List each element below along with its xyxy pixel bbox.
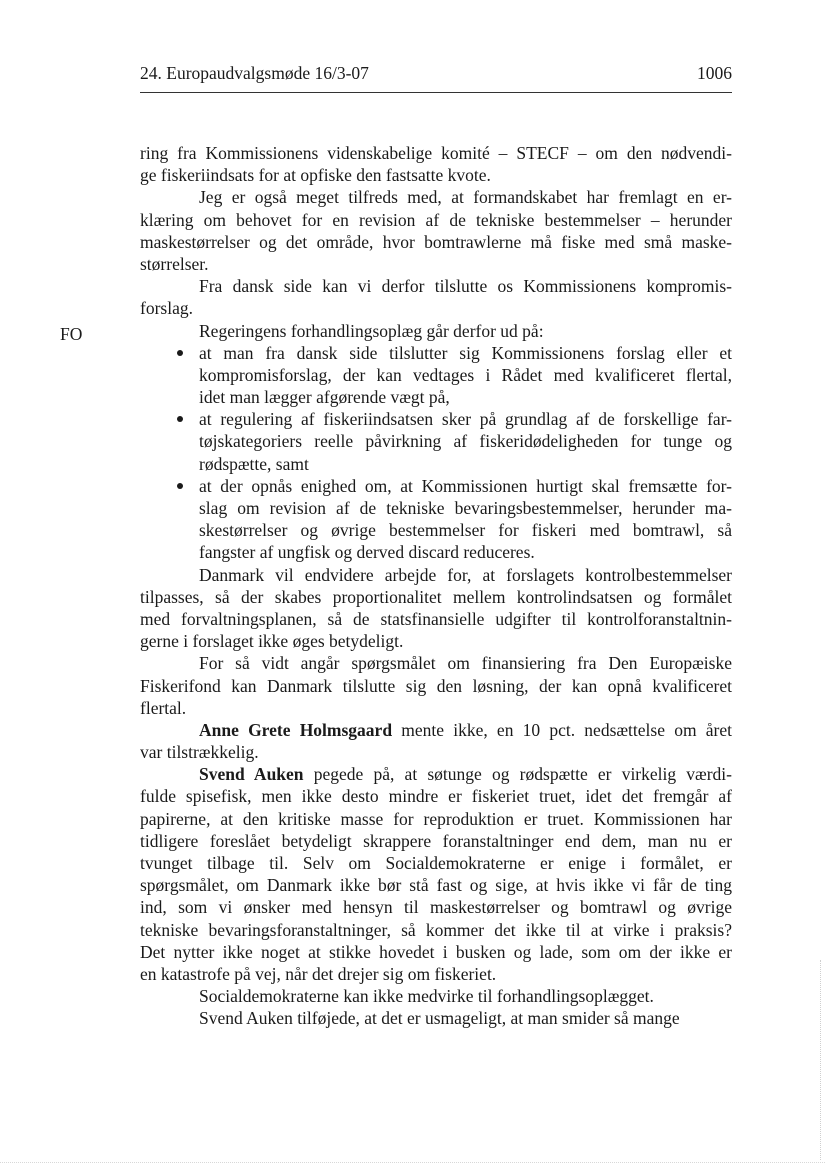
text-line — [140, 652, 732, 674]
line-text: tekniske bevaringsforanstaltninger, så kommer det ikke til at virke i praksis? — [140, 919, 732, 940]
line-text: tidligere foreslået betydeligt skrappere foranstaltninger end dem, man nu er — [140, 830, 732, 851]
line-text: var tilstrækkelig. — [140, 742, 259, 763]
header-rule — [140, 92, 732, 93]
line-text: ring fra Kommissionens videnskabelige komité – STECF – om den nødvendi- — [140, 143, 732, 163]
line-text: klæring om behovet for en revision af de tekniske bestemmelser – herunder — [140, 209, 732, 230]
text-line — [140, 186, 732, 208]
line-text: kompromisforslag, der kan vedtages i Rådet med kvalificeret flertal, — [199, 364, 732, 385]
text-line — [140, 320, 732, 342]
line-text: størrelser. — [140, 253, 209, 274]
text-line — [140, 630, 732, 652]
line-text: Det nytter ikke noget at stikke hovedet i busken og lade, som om der ikke er — [140, 941, 732, 962]
body-text — [140, 142, 732, 1030]
text-line — [140, 874, 732, 896]
line-text: mente ikke, en 10 pct. nedsættelse om året — [392, 719, 732, 740]
line-text: Socialdemokraterne kan ikke medvirke til forhandlingsoplægget. — [199, 986, 654, 1007]
line-text: rødspætte, samt — [199, 453, 309, 474]
line-text: at der opnås enighed om, at Kommissionen hurtigt skal fremsætte for- — [199, 475, 732, 496]
line-text: pegede på, at søtunge og rødspætte er virkelig værdi- — [303, 764, 733, 785]
page-header — [140, 61, 732, 85]
text-line — [140, 808, 732, 830]
line-text: Jeg er også meget tilfreds med, at formandskabet har fremlagt en er- — [199, 187, 732, 208]
line-text: tilpasses, så der skabes proportionalitet mellem kontrolindsatsen og formålet — [140, 586, 732, 607]
text-line — [140, 142, 732, 164]
text-line — [140, 297, 732, 319]
margin-note: FO — [60, 324, 83, 344]
line-text: Svend Auken tilføjede, at det er usmageligt, at man smider så mange — [199, 1008, 680, 1029]
line-text: Regeringens forhandlingsoplæg går derfor ud på: — [199, 320, 544, 341]
line-text: slag om revision af de tekniske bevaringsbestemmelser, herunder ma- — [199, 498, 732, 518]
text-line — [140, 164, 732, 186]
text-line — [140, 275, 732, 297]
text-line — [140, 586, 732, 608]
speaker-name: Anne Grete Holmsgaard — [199, 719, 393, 740]
line-text: skestørrelser og øvrige bestemmelser for fiskeri med bomtrawl, så — [199, 520, 732, 541]
scan-edge-marks — [820, 960, 822, 1160]
line-text: en katastrofe på vej, når det drejer sig om fiskeriet. — [140, 963, 497, 984]
line-text: ge fiskeriindsats for at opfiske den fastsatte kvote. — [140, 165, 491, 186]
text-line — [140, 675, 732, 697]
line-text: tvunget tilbage til. Selv om Socialdemokraterne er enige i formålet, er — [140, 853, 732, 873]
text-line — [140, 541, 732, 563]
text-line — [140, 896, 732, 918]
text-line — [140, 519, 732, 541]
line-text: maskestørrelser og det område, hvor bomtrawlerne må fiske med små maske- — [140, 231, 732, 252]
text-line — [140, 741, 732, 763]
text-line — [140, 209, 732, 231]
line-text: at man fra dansk side tilslutter sig Kommissionens forslag eller et — [199, 342, 732, 363]
bullet-line — [140, 475, 732, 497]
text-line — [140, 785, 732, 807]
text-line — [140, 364, 732, 386]
line-text: Danmark vil endvidere arbejde for, at forslagets kontrolbestemmelser — [199, 564, 732, 585]
line-text: at regulering af fiskeriindsatsen sker på grundlag af de forskellige far- — [199, 409, 732, 430]
text-line — [140, 453, 732, 475]
line-text: forslag. — [140, 298, 193, 319]
header-title: 24. Europaudvalgsmøde 16/3-07 — [140, 63, 369, 83]
text-line — [140, 386, 732, 408]
text-line — [140, 564, 732, 586]
text-line — [140, 852, 732, 874]
text-line — [140, 963, 732, 985]
text-line — [140, 231, 732, 253]
text-line — [140, 1007, 732, 1029]
text-line — [140, 253, 732, 275]
text-line — [140, 763, 732, 785]
line-text: idet man lægger afgørende vægt på, — [199, 387, 450, 408]
line-text: fulde spisefisk, men ikke desto mindre er fiskeriet truet, idet det fremgår af — [140, 786, 732, 807]
bullet-line — [140, 408, 732, 430]
bullet-line — [140, 342, 732, 364]
text-line — [140, 830, 732, 852]
text-line — [140, 608, 732, 630]
line-text: med forvaltningsplanen, så de statsfinansielle udgifter til kontrolforanstaltnin- — [140, 608, 732, 629]
text-line — [140, 719, 732, 741]
line-text: spørgsmålet, om Danmark ikke bør stå fast og sige, at hvis ikke vi får de ting — [140, 875, 732, 896]
line-text: Fra dansk side kan vi derfor tilslutte os Kommissionens kompromis- — [199, 276, 732, 297]
text-line — [140, 430, 732, 452]
text-line — [140, 941, 732, 963]
line-text: ind, som vi ønsker med hensyn til maskestørrelser og bomtrawl og øvrige — [140, 897, 732, 918]
text-line — [140, 919, 732, 941]
line-text: fangster af ungfisk og derved discard reduceres. — [199, 542, 535, 563]
line-text: tøjskategoriers reelle påvirkning af fiskeridødeligheden for tunge og — [199, 431, 732, 452]
text-line — [140, 697, 732, 719]
line-text: flertal. — [140, 697, 187, 718]
line-text: papirerne, at den kritiske masse for reproduktion er truet. Kommissionen har — [140, 808, 732, 829]
line-text: Fiskerifond kan Danmark tilslutte sig den løsning, der kan opnå kvalificeret — [140, 675, 732, 696]
speaker-name: Svend Auken — [199, 764, 304, 785]
line-text: For så vidt angår spørgsmålet om finansiering fra Den Europæiske — [199, 653, 732, 674]
page-number: 1006 — [697, 63, 732, 83]
text-line — [140, 497, 732, 519]
text-line — [140, 985, 732, 1007]
scan-bottom-marks — [0, 1162, 825, 1163]
line-text: gerne i forslaget ikke øges betydeligt. — [140, 631, 404, 652]
